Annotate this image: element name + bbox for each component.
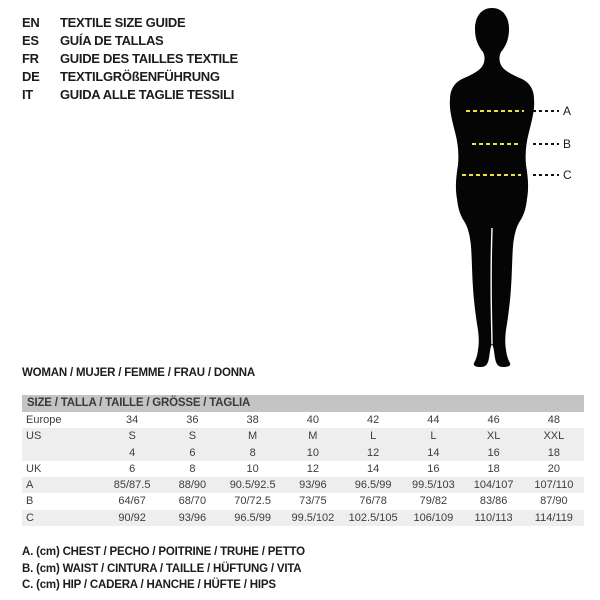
table-row xyxy=(22,445,584,461)
measure-leader-a xyxy=(533,110,559,112)
table-cell: 8 xyxy=(249,446,256,459)
row-label: UK xyxy=(26,462,42,475)
table-cell: 6 xyxy=(189,446,196,459)
table-cell: S xyxy=(188,430,197,443)
language-row xyxy=(22,32,238,50)
row-label: C xyxy=(26,511,34,524)
table-cell: 20 xyxy=(547,462,560,475)
table-cell: S xyxy=(128,430,136,443)
table-cell: 90.5/92.5 xyxy=(229,479,276,492)
table-cell: 18 xyxy=(487,462,500,475)
table-cell: 68/70 xyxy=(178,495,207,508)
table-cell: XL xyxy=(486,430,501,443)
table-row xyxy=(22,428,584,444)
table-row xyxy=(22,510,584,526)
size-table xyxy=(22,395,584,526)
table-cell: 12 xyxy=(367,446,380,459)
table-cell: 99.5/103 xyxy=(411,479,455,492)
language-list xyxy=(22,14,238,104)
table-cell: 36 xyxy=(186,414,199,426)
table-cell: L xyxy=(430,430,437,443)
table-cell: 38 xyxy=(246,414,259,426)
language-title: TEXTILE SIZE GUIDE xyxy=(60,15,186,30)
table-row xyxy=(22,493,584,509)
table-cell: 14 xyxy=(367,462,380,475)
table-cell: 40 xyxy=(306,414,319,426)
table-row xyxy=(22,461,584,477)
table-cell: 102.5/105 xyxy=(348,511,398,524)
table-cell: 4 xyxy=(129,446,136,459)
language-title: GUIDE DES TAILLES TEXTILE xyxy=(60,51,238,66)
table-cell: 16 xyxy=(427,462,440,475)
row-label: A xyxy=(26,479,34,492)
table-cell: 110/113 xyxy=(474,511,513,524)
language-title: TEXTILGRÖßENFÜHRUNG xyxy=(60,69,220,84)
language-code: EN xyxy=(22,15,40,30)
table-cell: M xyxy=(308,430,318,443)
language-title: GUÍA DE TALLAS xyxy=(60,33,164,48)
table-cell: 73/75 xyxy=(299,495,327,508)
table-cell: 70/72.5 xyxy=(234,495,271,508)
measure-leader-b xyxy=(533,143,559,145)
table-cell: 106/109 xyxy=(413,511,454,524)
woman-silhouette-figure xyxy=(432,8,592,370)
table-cell: 104/107 xyxy=(473,479,514,492)
legend-line: B. (cm) WAIST / CINTURA / TAILLE / HÜFTUNG / VITA xyxy=(22,562,302,575)
language-row xyxy=(22,14,238,32)
row-label: US xyxy=(26,430,42,443)
measure-line-a xyxy=(466,110,524,112)
table-cell: 10 xyxy=(246,462,259,475)
table-cell: 83/86 xyxy=(479,495,508,508)
measure-label-c: C xyxy=(563,168,572,182)
row-label: B xyxy=(26,495,34,508)
table-cell: 114/119 xyxy=(534,511,573,524)
language-row xyxy=(22,86,238,104)
table-cell: 18 xyxy=(547,446,560,459)
table-cell: 88/90 xyxy=(178,479,207,492)
measurement-legend xyxy=(22,544,305,594)
table-cell: 76/78 xyxy=(359,495,387,508)
table-cell: 64/67 xyxy=(118,495,146,508)
table-cell: 93/96 xyxy=(299,479,327,492)
table-cell: 14 xyxy=(427,446,440,459)
row-label: Europe xyxy=(26,414,62,426)
table-cell: 99.5/102 xyxy=(291,511,335,524)
table-cell: 96.5/99 xyxy=(354,479,392,492)
table-cell: 90/92 xyxy=(118,511,146,524)
table-cell: M xyxy=(248,430,258,443)
table-cell: 46 xyxy=(487,414,500,426)
table-cell: 44 xyxy=(427,414,440,426)
measure-label-a: A xyxy=(563,104,572,118)
table-cell: 8 xyxy=(189,462,196,475)
table-cell: 42 xyxy=(367,414,380,426)
table-cell: 93/96 xyxy=(178,511,207,524)
table-cell: 16 xyxy=(487,446,500,459)
table-cell: 34 xyxy=(126,414,139,426)
language-row xyxy=(22,50,238,68)
language-code: IT xyxy=(22,87,33,102)
table-cell: 48 xyxy=(547,414,560,426)
woman-silhouette-icon xyxy=(432,8,552,368)
language-code: FR xyxy=(22,51,39,66)
language-code: DE xyxy=(22,69,40,84)
language-code: ES xyxy=(22,33,39,48)
table-cell: 85/87.5 xyxy=(113,479,151,492)
row-label xyxy=(22,445,102,461)
table-row xyxy=(22,477,584,493)
table-cell: 96.5/99 xyxy=(234,511,271,524)
measure-line-c xyxy=(462,174,521,176)
section-title-woman: WOMAN / MUJER / FEMME / FRAU / DONNA xyxy=(22,367,256,379)
language-row xyxy=(22,68,238,86)
table-cell: 79/82 xyxy=(419,495,448,508)
table-cell: 10 xyxy=(306,446,319,459)
table-cell: L xyxy=(370,430,377,443)
table-row xyxy=(22,412,584,428)
measure-leader-c xyxy=(533,174,559,176)
legend-line: C. (cm) HIP / CADERA / HANCHE / HÜFTE / HIPS xyxy=(22,579,276,591)
table-cell: 6 xyxy=(129,462,136,475)
table-cell: XXL xyxy=(543,430,565,443)
size-table-header: SIZE / TALLA / TAILLE / GRÖSSE / TAGLIA xyxy=(22,395,584,412)
measure-line-b xyxy=(472,143,518,145)
table-cell: 12 xyxy=(306,462,319,475)
table-cell: 87/90 xyxy=(540,495,568,508)
legend-line: A. (cm) CHEST / PECHO / POITRINE / TRUHE / PETTO xyxy=(22,546,305,558)
measure-label-b: B xyxy=(563,137,572,151)
language-title: GUIDA ALLE TAGLIE TESSILI xyxy=(60,87,235,102)
table-cell: 107/110 xyxy=(534,479,574,492)
